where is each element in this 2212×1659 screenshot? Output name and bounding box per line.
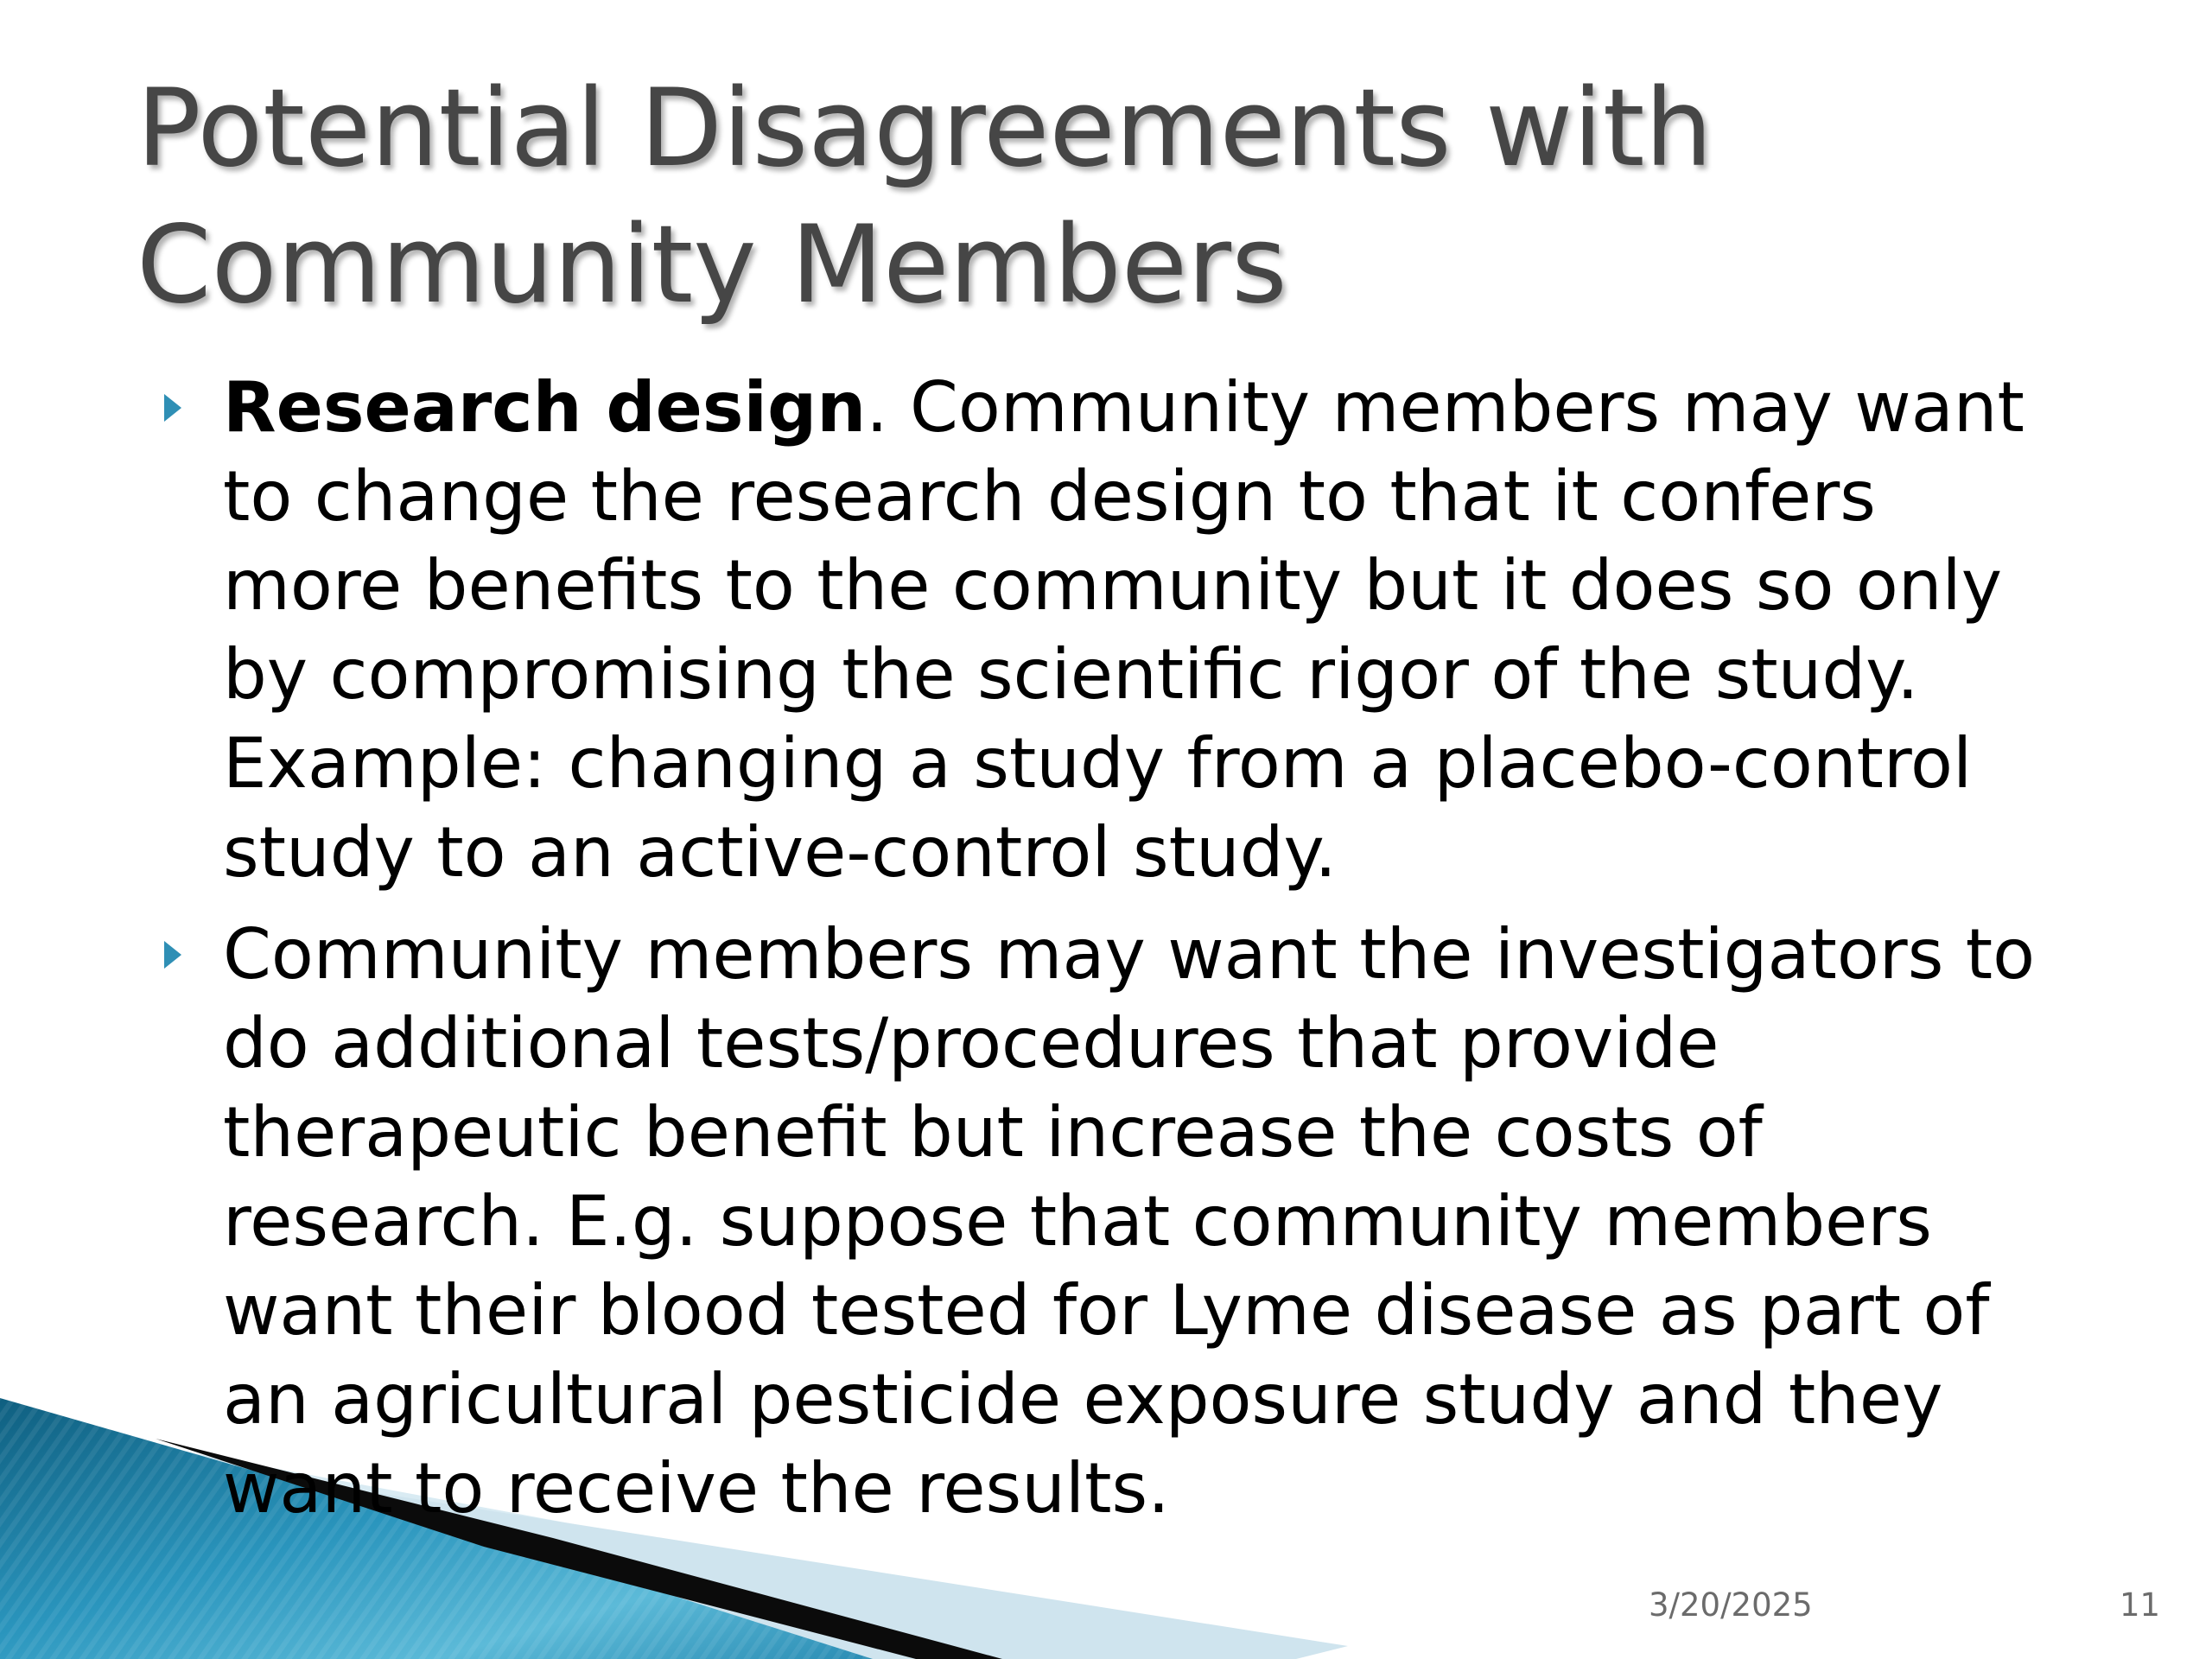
footer-date: 3/20/2025: [1649, 1586, 1813, 1624]
footer-page-number: 11: [2120, 1586, 2161, 1624]
bullet-line: Example: changing a study from a placebo-control: [223, 723, 1973, 804]
bullet-line: more benefits to the community but it does so only: [223, 545, 2003, 626]
bullet-item-research-design: [223, 363, 2150, 897]
slide-title: [137, 60, 2081, 334]
triangle-right-icon: [164, 941, 181, 969]
bullet-line: to change the research design to that it confers: [223, 456, 1876, 537]
bullet-text: . Community members may want: [866, 367, 2024, 448]
bullet-line: want to receive the results.: [223, 1448, 1170, 1529]
bullet-line: [223, 363, 2150, 452]
bullet-line: want their blood tested for Lyme disease as part of: [223, 1270, 1990, 1351]
bullet-item-additional-tests: [223, 910, 2150, 1533]
bullet-line: an agricultural pesticide exposure study and they: [223, 1359, 1943, 1440]
bullet-line: Community members may want the investigators to: [223, 914, 2036, 995]
bullet-line: do additional tests/procedures that provide: [223, 1003, 1719, 1084]
bullet-line: research. E.g. suppose that community members: [223, 1181, 1932, 1262]
bullet-line: by compromising the scientific rigor of the study.: [223, 634, 1919, 715]
triangle-right-icon: [164, 394, 181, 422]
bullet-line: therapeutic benefit but increase the costs of: [223, 1092, 1763, 1173]
bullet-lead: Research design: [223, 367, 867, 448]
bullet-line: study to an active-control study.: [223, 812, 1337, 893]
title-line: Potential Disagreements with: [137, 67, 1713, 191]
title-line: Community Members: [137, 203, 1287, 327]
